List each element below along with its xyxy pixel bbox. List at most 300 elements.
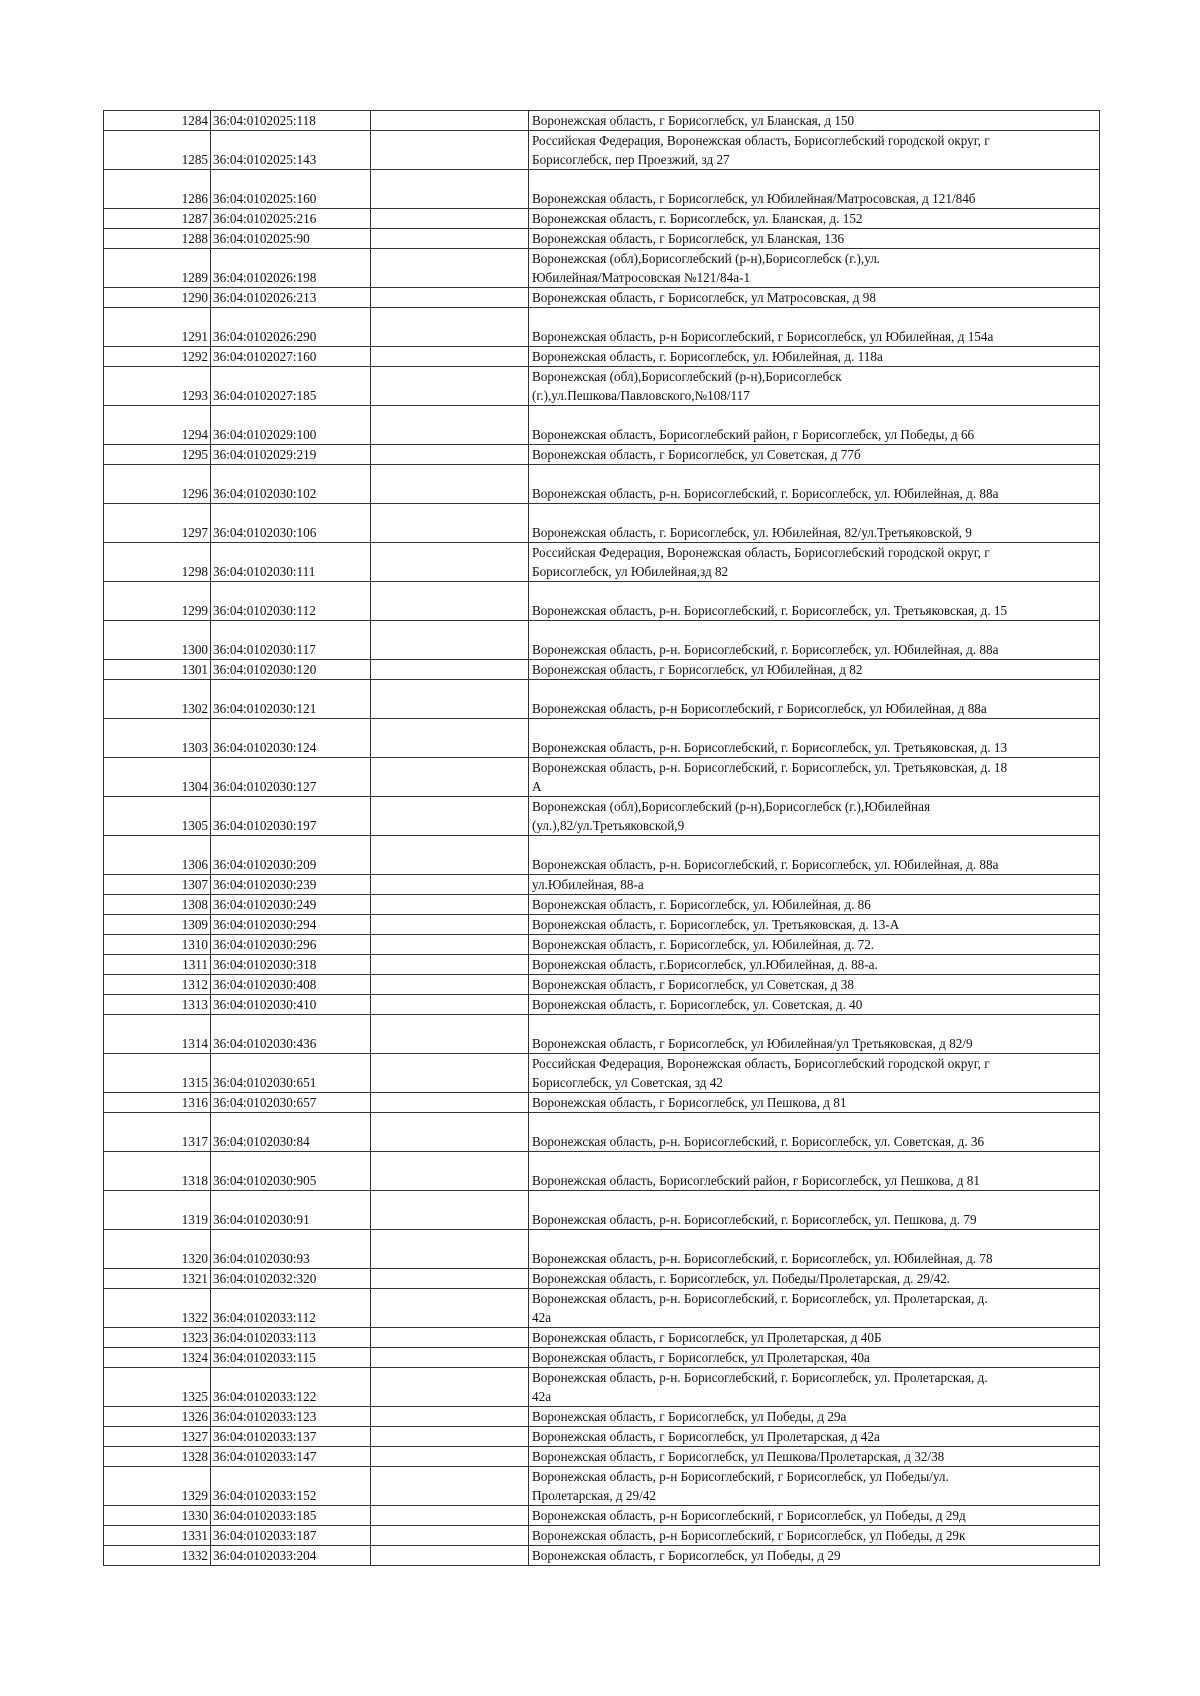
empty-cell [371,1015,529,1054]
address-line: Воронежская область, г. Борисоглебск, ул. Юбилейная, д. 118а [532,349,883,364]
address-cell [529,209,1100,229]
row-number: 1290 [104,288,211,308]
address-line: Воронежская область, г. Борисоглебск, ул. Третьяковская, д. 13-А [532,917,900,932]
address-line: А [532,779,542,794]
address-line: Воронежская область, р-н Борисоглебский, г Борисоглебск, ул Юбилейная, д 88а [532,701,987,716]
row-number: 1312 [104,975,211,995]
table-row [104,1093,1100,1113]
table-row [104,1447,1100,1467]
cadastral-number: 36:04:0102025:143 [211,131,371,170]
empty-cell [371,543,529,582]
empty-cell [371,1467,529,1506]
address-line: Воронежская область, р-н. Борисоглебский, г. Борисоглебск, ул. Третьяковская, д. 15 [532,603,1008,618]
table-body [104,111,1100,1566]
row-number: 1308 [104,895,211,915]
row-number: 1300 [104,621,211,660]
address-line: Воронежская область, г Борисоглебск, ул Советская, д 38 [532,977,854,992]
address-cell [529,1230,1100,1269]
cadastral-number: 36:04:0102030:93 [211,1230,371,1269]
table-row [104,445,1100,465]
address-line: Воронежская область, г Борисоглебск, ул Советская, д 77б [532,447,861,462]
cadastral-number: 36:04:0102026:198 [211,249,371,288]
address-line [532,582,1096,601]
row-number: 1301 [104,660,211,680]
table-row [104,1113,1100,1152]
row-number: 1321 [104,1269,211,1289]
empty-cell [371,1427,529,1447]
address-line: Воронежская область, р-н. Борисоглебский, г. Борисоглебск, ул. Юбилейная, д. 88а [532,486,999,501]
address-cell [529,367,1100,406]
address-cell [529,308,1100,347]
empty-cell [371,1546,529,1566]
empty-cell [371,719,529,758]
address-line [532,1113,1096,1132]
row-number: 1296 [104,465,211,504]
row-number: 1304 [104,758,211,797]
address-cell [529,955,1100,975]
table-row [104,935,1100,955]
address-line [532,621,1096,640]
cadastral-number: 36:04:0102025:118 [211,111,371,131]
address-cell [529,582,1100,621]
empty-cell [371,582,529,621]
address-line: Воронежская область, г Борисоглебск, ул Юбилейная/ул Третьяковская, д 82/9 [532,1036,973,1051]
empty-cell [371,1368,529,1407]
empty-cell [371,915,529,935]
cadastral-number: 36:04:0102033:185 [211,1506,371,1526]
empty-cell [371,660,529,680]
address-cell [529,621,1100,660]
empty-cell [371,895,529,915]
cadastral-number: 36:04:0102033:204 [211,1546,371,1566]
address-cell [529,1506,1100,1526]
row-number: 1316 [104,1093,211,1113]
address-line: Воронежская область, г. Борисоглебск, ул. Юбилейная, 82/ул.Третьяковской, 9 [532,525,972,540]
cadastral-number: 36:04:0102030:117 [211,621,371,660]
address-cell [529,1348,1100,1368]
cadastral-number: 36:04:0102030:124 [211,719,371,758]
address-line: Воронежская область, г Борисоглебск, ул Юбилейная/Матросовская, д 121/84б [532,191,976,206]
empty-cell [371,249,529,288]
address-cell [529,249,1100,288]
empty-cell [371,797,529,836]
empty-cell [371,1269,529,1289]
empty-cell [371,875,529,895]
address-line: Воронежская область, г. Борисоглебск, ул. Юбилейная, д. 72. [532,937,875,952]
table-row [104,895,1100,915]
table-row [104,406,1100,445]
cadastral-number: 36:04:0102030:657 [211,1093,371,1113]
empty-cell [371,1152,529,1191]
table-row [104,111,1100,131]
row-number: 1289 [104,249,211,288]
address-line: Воронежская область, р-н Борисоглебский, г Борисоглебск, ул Юбилейная, д 154а [532,329,994,344]
cadastral-number: 36:04:0102030:239 [211,875,371,895]
empty-cell [371,975,529,995]
row-number: 1284 [104,111,211,131]
address-cell [529,895,1100,915]
address-line [532,170,1096,189]
row-number: 1294 [104,406,211,445]
row-number: 1306 [104,836,211,875]
address-cell [529,797,1100,836]
address-cell [529,1447,1100,1467]
address-line: Воронежская область, г Борисоглебск, ул Пролетарская, д 40Б [532,1330,882,1345]
table-row [104,1269,1100,1289]
address-cell [529,719,1100,758]
address-cell [529,680,1100,719]
cadastral-number: 36:04:0102029:219 [211,445,371,465]
table-row [104,249,1100,288]
table-row [104,1506,1100,1526]
address-cell [529,758,1100,797]
table-row [104,131,1100,170]
address-cell [529,229,1100,249]
address-cell [529,836,1100,875]
address-cell [529,1467,1100,1506]
cadastral-number: 36:04:0102033:123 [211,1407,371,1427]
row-number: 1331 [104,1526,211,1546]
table-row [104,209,1100,229]
row-number: 1307 [104,875,211,895]
empty-cell [371,1328,529,1348]
table-row [104,1348,1100,1368]
address-line [532,1152,1096,1171]
address-line: Воронежская (обл),Борисоглебский (р-н),Борисоглебск [532,369,842,384]
table-row [104,1230,1100,1269]
address-line: Воронежская область, Борисоглебский район, г Борисоглебск, ул Пешкова, д 81 [532,1173,980,1188]
table-row [104,1015,1100,1054]
row-number: 1310 [104,935,211,955]
table-row [104,1467,1100,1506]
address-line: Воронежская область, г Борисоглебск, ул Бланская, д 150 [532,113,855,128]
address-line: Борисоглебск, пер Проезжий, зд 27 [532,152,730,167]
address-line: Воронежская область, г. Борисоглебск, ул. Советская, д. 40 [532,997,863,1012]
empty-cell [371,1113,529,1152]
row-number: 1328 [104,1447,211,1467]
row-number: 1286 [104,170,211,209]
address-cell [529,1289,1100,1328]
address-line: Борисоглебск, ул Юбилейная,зд 82 [532,564,729,579]
address-cell [529,445,1100,465]
address-line: Воронежская область, Борисоглебский район, г Борисоглебск, ул Победы, д 66 [532,427,975,442]
address-cell [529,543,1100,582]
address-line: Воронежская область, г Борисоглебск, ул Пешкова, д 81 [532,1095,847,1110]
address-cell [529,1526,1100,1546]
table-row [104,797,1100,836]
address-cell [529,504,1100,543]
address-line: Воронежская область, р-н. Борисоглебский, г. Борисоглебск, ул. Пролетарская, д. [532,1291,988,1306]
address-cell [529,170,1100,209]
address-cell [529,1269,1100,1289]
address-cell [529,1152,1100,1191]
table-row [104,680,1100,719]
row-number: 1323 [104,1328,211,1348]
address-line: Воронежская область, р-н. Борисоглебский, г. Борисоглебск, ул. Третьяковская, д. 13 [532,740,1008,755]
row-number: 1319 [104,1191,211,1230]
cadastral-number: 36:04:0102026:290 [211,308,371,347]
cadastral-number: 36:04:0102033:122 [211,1368,371,1407]
row-number: 1309 [104,915,211,935]
address-cell [529,1328,1100,1348]
table-row [104,660,1100,680]
row-number: 1288 [104,229,211,249]
row-number: 1324 [104,1348,211,1368]
row-number: 1326 [104,1407,211,1427]
address-line: Воронежская область, г Борисоглебск, ул Бланская, 136 [532,231,845,246]
cadastral-number: 36:04:0102025:160 [211,170,371,209]
table-row [104,621,1100,660]
address-cell [529,347,1100,367]
address-cell [529,288,1100,308]
address-line [532,1015,1096,1034]
address-cell [529,1093,1100,1113]
cadastral-number: 36:04:0102030:84 [211,1113,371,1152]
address-cell [529,131,1100,170]
table-row [104,1368,1100,1407]
empty-cell [371,935,529,955]
cadastral-number: 36:04:0102033:112 [211,1289,371,1328]
table-row [104,288,1100,308]
empty-cell [371,131,529,170]
cadastral-number: 36:04:0102033:152 [211,1467,371,1506]
row-number: 1287 [104,209,211,229]
address-cell [529,406,1100,445]
row-number: 1293 [104,367,211,406]
empty-cell [371,308,529,347]
empty-cell [371,1230,529,1269]
cadastral-number: 36:04:0102033:137 [211,1427,371,1447]
table-row [104,975,1100,995]
address-line [532,504,1096,523]
address-line [532,465,1096,484]
address-cell [529,1015,1100,1054]
table-row [104,758,1100,797]
table-row [104,465,1100,504]
empty-cell [371,1289,529,1328]
cadastral-number: 36:04:0102033:113 [211,1328,371,1348]
table-row [104,367,1100,406]
row-number: 1329 [104,1467,211,1506]
row-number: 1332 [104,1546,211,1566]
cadastral-number: 36:04:0102030:120 [211,660,371,680]
cadastral-number: 36:04:0102030:249 [211,895,371,915]
address-line: Воронежская область, р-н. Борисоглебский, г. Борисоглебск, ул. Пролетарская, д. [532,1370,988,1385]
empty-cell [371,170,529,209]
address-line: Воронежская область, г Борисоглебск, ул Юбилейная, д 82 [532,662,863,677]
address-line: Воронежская область, р-н Борисоглебский, г Борисоглебск, ул Победы, д 29к [532,1528,966,1543]
address-line: Воронежская область, р-н. Борисоглебский, г. Борисоглебск, ул. Юбилейная, д. 78 [532,1251,993,1266]
row-number: 1330 [104,1506,211,1526]
row-number: 1313 [104,995,211,1015]
address-line [532,836,1096,855]
cadastral-number: 36:04:0102025:216 [211,209,371,229]
cadastral-number: 36:04:0102030:905 [211,1152,371,1191]
row-number: 1311 [104,955,211,975]
address-cell [529,1368,1100,1407]
cadastral-table [103,110,1100,1566]
row-number: 1295 [104,445,211,465]
table-row [104,1328,1100,1348]
row-number: 1315 [104,1054,211,1093]
cadastral-number: 36:04:0102030:651 [211,1054,371,1093]
address-line: Юбилейная/Матросовская №121/84а-1 [532,270,751,285]
cadastral-number: 36:04:0102027:185 [211,367,371,406]
row-number: 1292 [104,347,211,367]
row-number: 1317 [104,1113,211,1152]
address-line: Воронежская область, р-н Борисоглебский, г Борисоглебск, ул Победы, д 29д [532,1508,966,1523]
table-row [104,875,1100,895]
table-row [104,1152,1100,1191]
address-cell [529,111,1100,131]
empty-cell [371,621,529,660]
empty-cell [371,1526,529,1546]
address-line: Российская Федерация, Воронежская область, Борисоглебский городской округ, г [532,545,990,560]
row-number: 1322 [104,1289,211,1328]
address-line [532,680,1096,699]
row-number: 1305 [104,797,211,836]
table-row [104,1289,1100,1328]
table-row [104,582,1100,621]
empty-cell [371,1447,529,1467]
table-row [104,347,1100,367]
row-number: 1299 [104,582,211,621]
address-line: Российская Федерация, Воронежская область, Борисоглебский городской округ, г [532,1056,990,1071]
address-line [532,719,1096,738]
table-row [104,1546,1100,1566]
table-row [104,1191,1100,1230]
address-line: Воронежская область, г Борисоглебск, ул Победы, д 29 [532,1548,841,1563]
table-row [104,170,1100,209]
address-line: ул.Юбилейная, 88-а [532,877,644,892]
address-line: Российская Федерация, Воронежская область, Борисоглебский городской округ, г [532,133,990,148]
cadastral-number: 36:04:0102030:106 [211,504,371,543]
table-row [104,308,1100,347]
empty-cell [371,406,529,445]
empty-cell [371,367,529,406]
address-line: Воронежская (обл),Борисоглебский (р-н),Борисоглебск (г.),ул. [532,251,881,266]
cadastral-number: 36:04:0102030:209 [211,836,371,875]
address-cell [529,975,1100,995]
address-line: Воронежская область, г. Борисоглебск, ул. Юбилейная, д. 86 [532,897,871,912]
address-line [532,406,1096,425]
table-row [104,1427,1100,1447]
empty-cell [371,229,529,249]
cadastral-number: 36:04:0102033:187 [211,1526,371,1546]
empty-cell [371,680,529,719]
table-row [104,543,1100,582]
cadastral-number: 36:04:0102030:408 [211,975,371,995]
cadastral-number: 36:04:0102030:436 [211,1015,371,1054]
address-line: Воронежская область, г Борисоглебск, ул Пешкова/Пролетарская, д 32/38 [532,1449,945,1464]
row-number: 1320 [104,1230,211,1269]
address-line: Воронежская область, р-н. Борисоглебский, г. Борисоглебск, ул. Юбилейная, д. 88а [532,857,999,872]
cadastral-number: 36:04:0102030:296 [211,935,371,955]
address-cell [529,1054,1100,1093]
address-cell [529,875,1100,895]
table-row [104,955,1100,975]
row-number: 1298 [104,543,211,582]
cadastral-number: 36:04:0102030:102 [211,465,371,504]
address-line: Воронежская (обл),Борисоглебский (р-н),Борисоглебск (г.),Юбилейная [532,799,931,814]
cadastral-number: 36:04:0102030:111 [211,543,371,582]
cadastral-number: 36:04:0102030:294 [211,915,371,935]
table-row [104,229,1100,249]
row-number: 1302 [104,680,211,719]
cadastral-number: 36:04:0102030:197 [211,797,371,836]
address-line: Воронежская область, г Борисоглебск, ул Победы, д 29а [532,1409,847,1424]
address-cell [529,465,1100,504]
address-line: Воронежская область, р-н. Борисоглебский, г. Борисоглебск, ул. Юбилейная, д. 88а [532,642,999,657]
empty-cell [371,1093,529,1113]
empty-cell [371,758,529,797]
empty-cell [371,445,529,465]
table-row [104,1526,1100,1546]
empty-cell [371,465,529,504]
address-cell [529,1191,1100,1230]
cadastral-number: 36:04:0102030:112 [211,582,371,621]
table-row [104,1054,1100,1093]
cadastral-number: 36:04:0102032:320 [211,1269,371,1289]
cadastral-number: 36:04:0102033:115 [211,1348,371,1368]
empty-cell [371,504,529,543]
row-number: 1291 [104,308,211,347]
address-cell [529,1546,1100,1566]
empty-cell [371,1506,529,1526]
empty-cell [371,1191,529,1230]
address-line: Воронежская область, г.Борисоглебск, ул.Юбилейная, д. 88-а. [532,957,878,972]
address-line: Борисоглебск, ул Советская, зд 42 [532,1075,723,1090]
address-line [532,1191,1096,1210]
address-cell [529,660,1100,680]
address-cell [529,1407,1100,1427]
address-line: Воронежская область, р-н. Борисоглебский, г. Борисоглебск, ул. Пешкова, д. 79 [532,1212,977,1227]
empty-cell [371,995,529,1015]
cadastral-number: 36:04:0102029:100 [211,406,371,445]
address-cell [529,935,1100,955]
row-number: 1318 [104,1152,211,1191]
cadastral-number: 36:04:0102030:91 [211,1191,371,1230]
table-row [104,836,1100,875]
row-number: 1285 [104,131,211,170]
empty-cell [371,1054,529,1093]
cadastral-number: 36:04:0102027:160 [211,347,371,367]
empty-cell [371,836,529,875]
table-row [104,915,1100,935]
address-line: Воронежская область, р-н Борисоглебский, г Борисоглебск, ул Победы/ул. [532,1469,949,1484]
address-line: (г.),ул.Пешкова/Павловского,№108/117 [532,388,750,403]
address-line: Воронежская область, г Борисоглебск, ул Пролетарская, 40а [532,1350,870,1365]
address-cell [529,1427,1100,1447]
cadastral-number: 36:04:0102030:410 [211,995,371,1015]
table-row [104,1407,1100,1427]
cadastral-number: 36:04:0102033:147 [211,1447,371,1467]
cadastral-number: 36:04:0102030:318 [211,955,371,975]
address-line: Воронежская область, г Борисоглебск, ул Матросовская, д 98 [532,290,876,305]
address-cell [529,995,1100,1015]
address-line: Воронежская область, г. Борисоглебск, ул. Бланская, д. 152 [532,211,863,226]
empty-cell [371,1348,529,1368]
address-line [532,1230,1096,1249]
address-cell [529,1113,1100,1152]
row-number: 1303 [104,719,211,758]
empty-cell [371,955,529,975]
cadastral-number: 36:04:0102025:90 [211,229,371,249]
address-cell [529,915,1100,935]
row-number: 1314 [104,1015,211,1054]
empty-cell [371,111,529,131]
empty-cell [371,347,529,367]
